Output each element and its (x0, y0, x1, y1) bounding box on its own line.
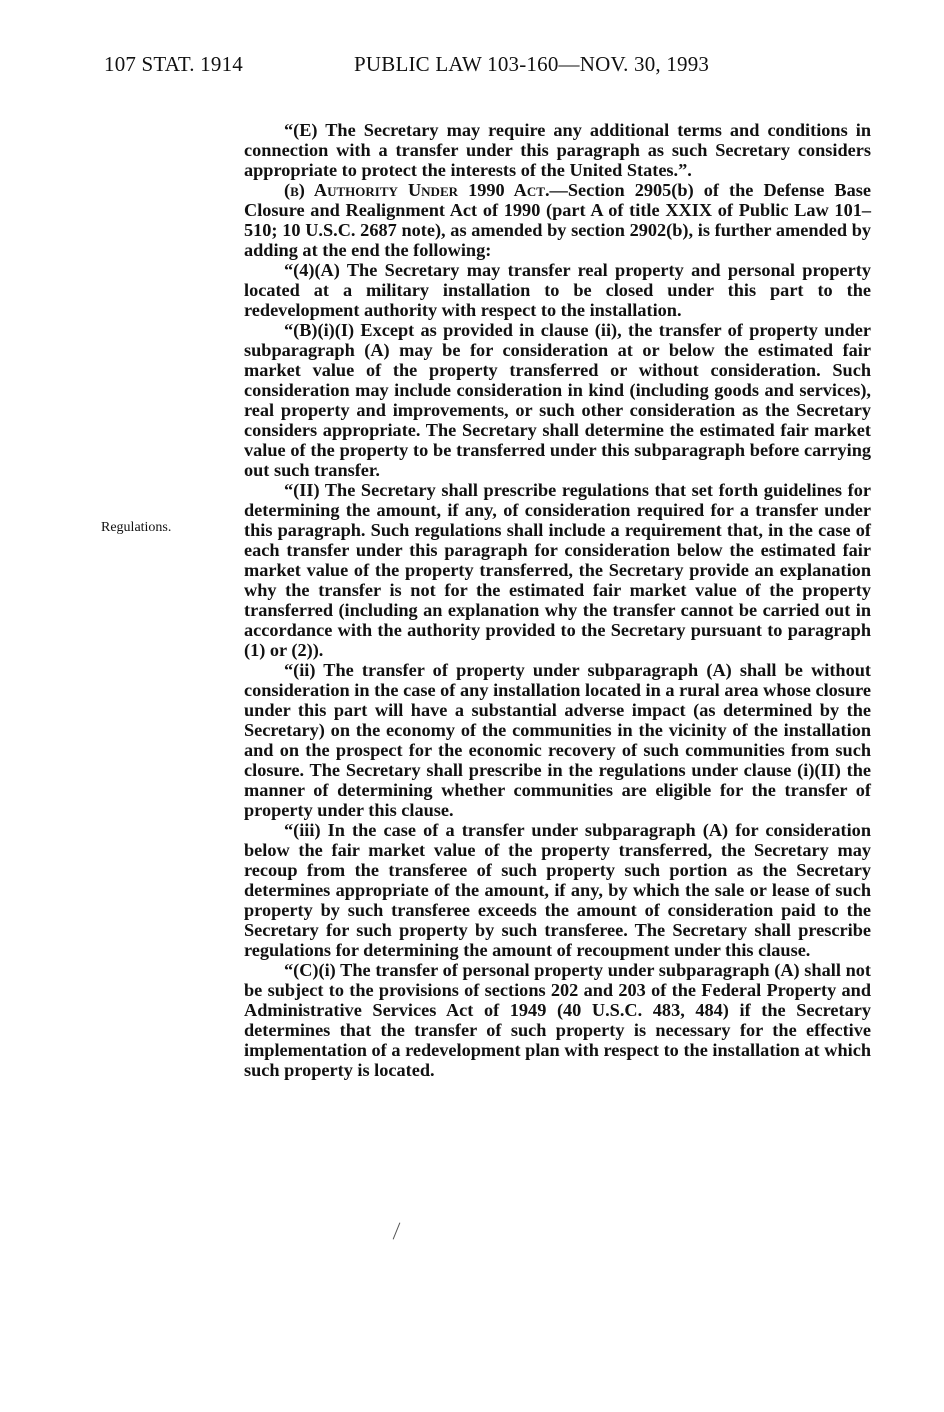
public-law-citation: PUBLIC LAW 103-160—NOV. 30, 1993 (354, 52, 710, 76)
paragraph-ii: “(ii) The transfer of property under subparagraph (A) shall be without consideration in the case of any installation located in a rural area whose closure under this part will have a substantial adverse impact (as determined by the Secretary) on the economy of the communities in the vicinity of the installation and on the prospect for the economic recovery of such communities from such closure. The Secretary shall prescribe in the regulations under clause (i)(II) the manner of determining whether communities are eligible for the transfer of property under this clause. (244, 660, 871, 820)
paragraph-4a: “(4)(A) The Secretary may transfer real property and personal property located at a military installation to be closed under this part to the redevelopment authority with respect to the installation. (244, 260, 871, 320)
scan-mark (393, 1222, 401, 1239)
paragraph-e: “(E) The Secretary may require any additional terms and conditions in connection with a transfer under this paragraph as such Secretary considers appropriate to protect the interests of the United States.”. (244, 120, 871, 180)
paragraph-b-i-i: “(B)(i)(I) Except as provided in clause (ii), the transfer of property under subparagraph (A) may be for consideration at or below the estimated fair market value of the property transferred or without consideration. Such consideration may include consideration in kind (including goods and services), real property and improvements, or such other consideration as the Secretary considers appropriate. The Secretary shall determine the estimated fair market value of the property to be transferred under this subparagraph before carrying out such transfer. (244, 320, 871, 480)
page-header (104, 52, 754, 88)
paragraph-c-i: “(C)(i) The transfer of personal property under subparagraph (A) shall not be subject to the provisions of sections 202 and 203 of the Federal Property and Administrative Services Act of 1949 (40 U.S.C. 483, 484) if the Secretary determines that the transfer of such property is necessary for the effective implementation of a redevelopment plan with respect to the installation at which such property is located. (244, 960, 871, 1080)
document-body (244, 120, 871, 1080)
paragraph-b-text: —Section 2905(b) of the Defense Base Closure and Realignment Act of 1990 (part A of title XXIX of Public Law 101–510; 10 U.S.C. 2687 note), as amended by section 2902(b), is further amended by adding at the end the following: (244, 180, 871, 260)
statute-citation: 107 STAT. 1914 (104, 52, 243, 76)
margin-note-regulations: Regulations. (101, 520, 172, 535)
paragraph-b-heading: (b) Authority Under 1990 Act. (284, 180, 550, 200)
paragraph-iii: “(iii) In the case of a transfer under subparagraph (A) for consideration below the fair market value of the property transferred, the Secretary may recoup from the transferee of such property such portion as the Secretary determines appropriate of the amount, if any, by which the sale or lease of such property by such transferee exceeds the amount of consideration paid to the Secretary for such property by such transferee. The Secretary shall prescribe regulations for determining the amount of recoupment under this clause. (244, 820, 871, 960)
paragraph-b (244, 180, 871, 260)
paragraph-ii-regulations: “(II) The Secretary shall prescribe regulations that set forth guidelines for determining the amount, if any, of consideration required for a transfer under this paragraph. Such regulations shall include a requirement that, in the case of each transfer under this paragraph for consideration below the estimated fair market value of the property transferred, the Secretary provide an explanation why the transfer is not for the estimated fair market value of the property transferred (including an explanation why the transfer cannot be carried out in accordance with the authority provided to the Secretary pursuant to paragraph (1) or (2)). (244, 480, 871, 660)
